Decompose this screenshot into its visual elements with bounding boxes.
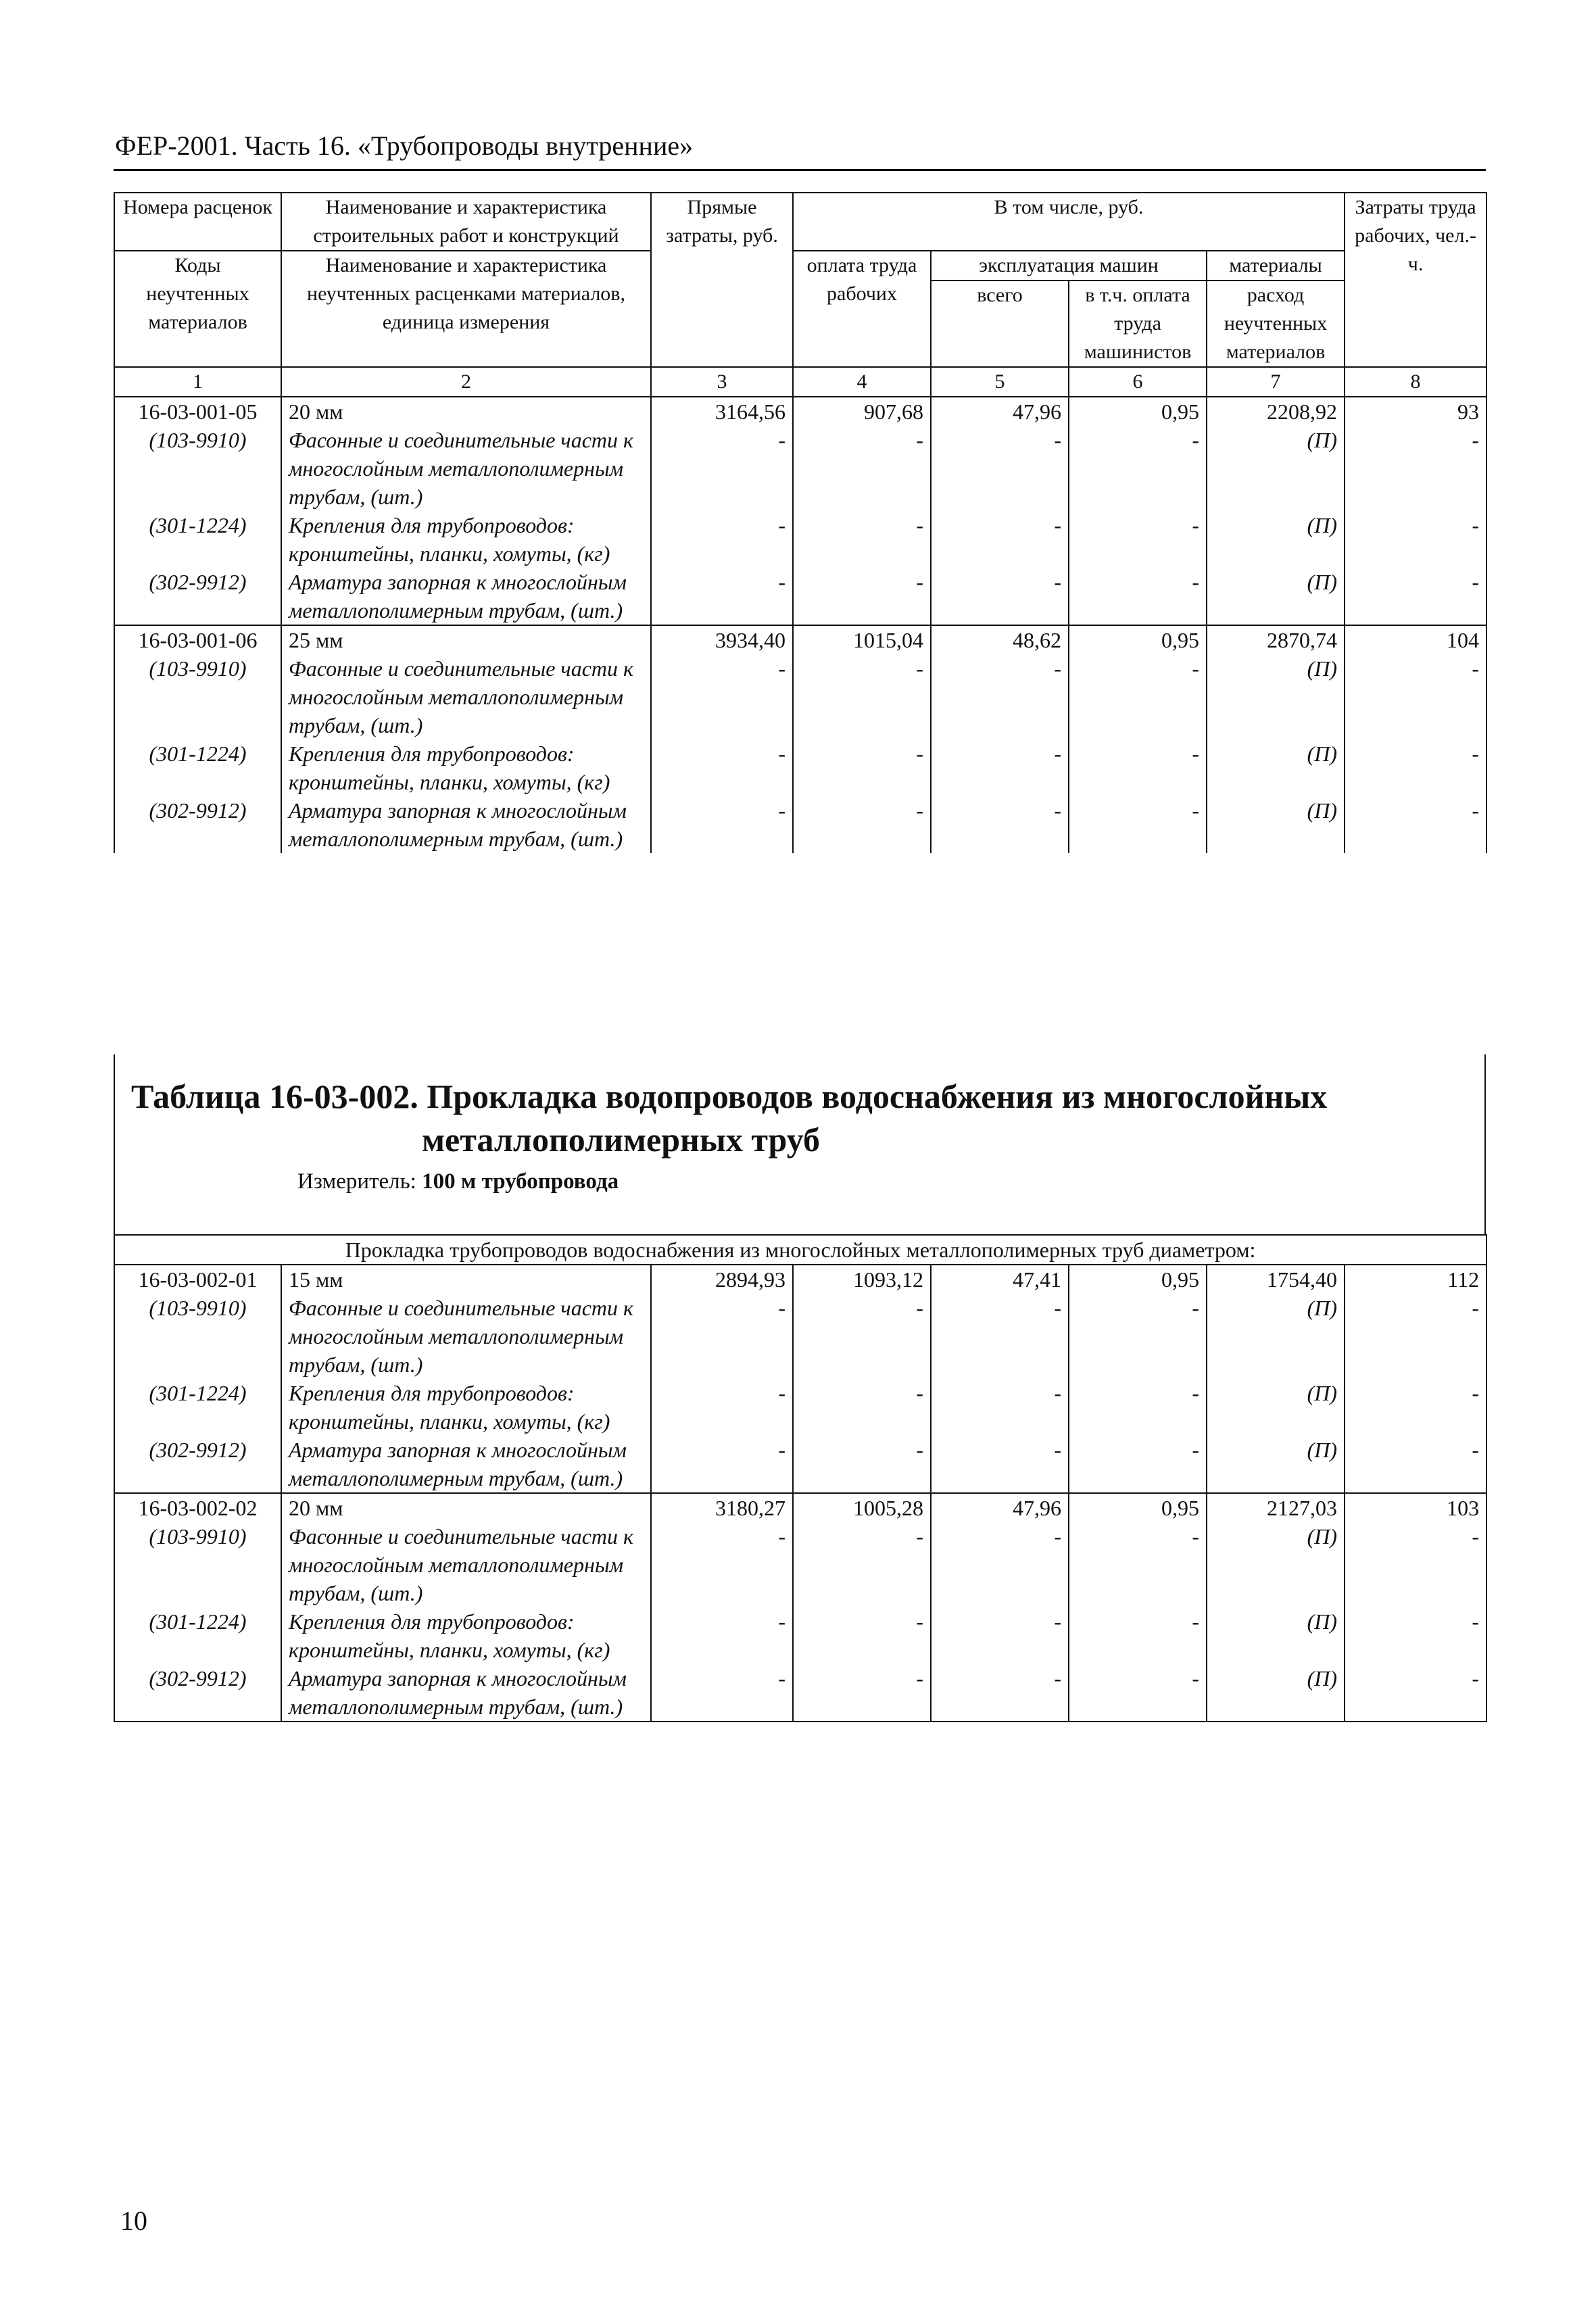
header-rule: [114, 169, 1486, 171]
material-name: Арматура запорная к многослойным металлополимерным трубам, (шт.): [281, 1664, 651, 1722]
material-value: -: [931, 568, 1069, 625]
material-value: -: [931, 654, 1069, 739]
machines-total: 47,96: [931, 397, 1069, 426]
labor-hours: 112: [1345, 1265, 1486, 1294]
material-value: -: [1345, 1607, 1486, 1664]
material-usage-mark: (П): [1207, 426, 1345, 511]
material-row: [114, 568, 1486, 625]
material-value: -: [1069, 1664, 1207, 1722]
column-numbers-row: [114, 367, 1486, 397]
col-header-direct-costs: Прямые затраты, руб.: [651, 193, 793, 367]
materials-cost: 1754,40: [1207, 1265, 1345, 1294]
col-header-rate-numbers: Номера расценок: [114, 193, 281, 251]
machines-total: 47,41: [931, 1265, 1069, 1294]
material-value: -: [931, 1379, 1069, 1436]
material-usage-mark: (П): [1207, 796, 1345, 853]
material-usage-mark: (П): [1207, 739, 1345, 796]
column-number: 4: [793, 367, 931, 397]
material-value: -: [793, 739, 931, 796]
material-value: -: [1069, 654, 1207, 739]
material-row: [114, 1664, 1486, 1722]
material-name: Фасонные и соединительные части к многослойным металлополимерным трубам, (шт.): [281, 1294, 651, 1379]
material-value: -: [1345, 654, 1486, 739]
rate-row: [114, 1265, 1486, 1294]
material-value: -: [651, 1294, 793, 1379]
material-value: -: [1069, 796, 1207, 853]
material-name: Арматура запорная к многослойным металлополимерным трубам, (шт.): [281, 796, 651, 853]
material-value: -: [1069, 511, 1207, 568]
pipe-size: 15 мм: [281, 1265, 651, 1294]
col-header-operator-pay: в т.ч. оплата труда машинистов: [1069, 281, 1207, 367]
material-value: -: [651, 796, 793, 853]
table-subheading-row: [114, 1235, 1486, 1265]
material-usage-mark: (П): [1207, 1436, 1345, 1493]
material-value: -: [793, 426, 931, 511]
page-number: 10: [120, 2206, 147, 2236]
material-value: -: [1345, 426, 1486, 511]
material-value: -: [931, 1436, 1069, 1493]
material-value: -: [793, 796, 931, 853]
col-header-machines: эксплуатация машин: [931, 251, 1207, 281]
materials-cost: 2208,92: [1207, 397, 1345, 426]
worker-pay: 1015,04: [793, 625, 931, 654]
material-value: -: [651, 739, 793, 796]
material-code: (103-9910): [114, 1522, 281, 1607]
material-value: -: [931, 426, 1069, 511]
material-value: -: [1069, 1379, 1207, 1436]
col-header-materials: материалы: [1207, 251, 1345, 281]
material-value: -: [793, 1436, 931, 1493]
worker-pay: 1005,28: [793, 1493, 931, 1522]
material-row: [114, 511, 1486, 568]
direct-costs: 3180,27: [651, 1493, 793, 1522]
material-usage-mark: (П): [1207, 1294, 1345, 1379]
page-header: ФЕР-2001. Часть 16. «Трубопроводы внутренние»: [115, 130, 694, 161]
rate-code: 16-03-002-02: [114, 1493, 281, 1522]
pipe-size: 20 мм: [281, 1493, 651, 1522]
machines-total: 48,62: [931, 625, 1069, 654]
material-code: (302-9912): [114, 796, 281, 853]
material-value: -: [931, 1607, 1069, 1664]
operator-pay: 0,95: [1069, 1265, 1207, 1294]
direct-costs: 3164,56: [651, 397, 793, 426]
rate-row: [114, 625, 1486, 654]
material-value: -: [793, 1294, 931, 1379]
material-code: (301-1224): [114, 511, 281, 568]
rate-code: 16-03-002-01: [114, 1265, 281, 1294]
material-value: -: [1069, 1294, 1207, 1379]
table-title-line-2: металлополимерных труб: [422, 1121, 821, 1159]
material-code: (103-9910): [114, 654, 281, 739]
col-header-work-name: Наименование и характеристика строительных работ и конструкций: [281, 193, 651, 251]
material-name: Крепления для трубопроводов: кронштейны, планки, хомуты, (кг): [281, 739, 651, 796]
material-value: -: [651, 1379, 793, 1436]
material-value: -: [793, 568, 931, 625]
operator-pay: 0,95: [1069, 1493, 1207, 1522]
col-header-material-codes: Коды неучтенных материалов: [114, 251, 281, 367]
material-value: -: [1345, 1294, 1486, 1379]
operator-pay: 0,95: [1069, 625, 1207, 654]
rates-table-1: [114, 192, 1487, 853]
material-value: -: [931, 1294, 1069, 1379]
material-code: (103-9910): [114, 426, 281, 511]
material-value: -: [651, 1522, 793, 1607]
material-value: -: [1345, 1664, 1486, 1722]
direct-costs: 3934,40: [651, 625, 793, 654]
pipe-size: 25 мм: [281, 625, 651, 654]
material-value: -: [793, 1664, 931, 1722]
material-value: -: [793, 1522, 931, 1607]
material-value: -: [1345, 1522, 1486, 1607]
material-row: [114, 654, 1486, 739]
material-value: -: [1069, 426, 1207, 511]
material-row: [114, 739, 1486, 796]
material-code: (103-9910): [114, 1294, 281, 1379]
material-value: -: [793, 511, 931, 568]
column-number: 7: [1207, 367, 1345, 397]
pipe-size: 20 мм: [281, 397, 651, 426]
rate-row: [114, 1493, 1486, 1522]
column-number: 5: [931, 367, 1069, 397]
worker-pay: 907,68: [793, 397, 931, 426]
material-usage-mark: (П): [1207, 511, 1345, 568]
material-code: (302-9912): [114, 568, 281, 625]
rate-code: 16-03-001-05: [114, 397, 281, 426]
rate-row: [114, 397, 1486, 426]
material-code: (301-1224): [114, 1607, 281, 1664]
material-value: -: [931, 1522, 1069, 1607]
material-value: -: [793, 1379, 931, 1436]
material-value: -: [793, 654, 931, 739]
material-row: [114, 1436, 1486, 1493]
measure-value: 100 м трубопровода: [422, 1169, 619, 1194]
material-value: -: [651, 1607, 793, 1664]
table-2-title-block: [114, 1054, 1486, 1234]
measure-unit: [297, 1169, 619, 1194]
material-name: Фасонные и соединительные части к многослойным металлополимерным трубам, (шт.): [281, 654, 651, 739]
material-name: Арматура запорная к многослойным металлополимерным трубам, (шт.): [281, 568, 651, 625]
material-value: -: [793, 1607, 931, 1664]
material-value: -: [1069, 1436, 1207, 1493]
material-row: [114, 1379, 1486, 1436]
operator-pay: 0,95: [1069, 397, 1207, 426]
column-number: 1: [114, 367, 281, 397]
rate-code: 16-03-001-06: [114, 625, 281, 654]
material-value: -: [651, 654, 793, 739]
measure-label: Измеритель:: [297, 1169, 416, 1194]
col-header-in-total: В том числе, руб.: [793, 193, 1345, 251]
material-row: [114, 796, 1486, 853]
material-value: -: [1069, 1607, 1207, 1664]
col-header-worker-pay: оплата труда рабочих: [793, 251, 931, 367]
material-code: (301-1224): [114, 1379, 281, 1436]
column-number: 2: [281, 367, 651, 397]
table-subheading: Прокладка трубопроводов водоснабжения из многослойных металлополимерных труб диаметром:: [114, 1235, 1486, 1265]
col-header-material-name: Наименование и характеристика неучтенных расценками материалов, единица измерения: [281, 251, 651, 367]
material-usage-mark: (П): [1207, 1607, 1345, 1664]
material-name: Фасонные и соединительные части к многослойным металлополимерным трубам, (шт.): [281, 426, 651, 511]
col-header-labor-costs: Затраты труда рабочих, чел.-ч.: [1345, 193, 1486, 367]
column-number: 6: [1069, 367, 1207, 397]
material-usage-mark: (П): [1207, 1664, 1345, 1722]
material-value: -: [931, 739, 1069, 796]
table-title-line-1: Таблица 16-03-002. Прокладка водопроводов водоснабжения из многослойных: [131, 1077, 1328, 1115]
material-name: Крепления для трубопроводов: кронштейны, планки, хомуты, (кг): [281, 1379, 651, 1436]
direct-costs: 2894,93: [651, 1265, 793, 1294]
material-usage-mark: (П): [1207, 568, 1345, 625]
material-value: -: [931, 1664, 1069, 1722]
material-value: -: [1345, 1436, 1486, 1493]
column-number: 3: [651, 367, 793, 397]
labor-hours: 93: [1345, 397, 1486, 426]
material-usage-mark: (П): [1207, 654, 1345, 739]
material-usage-mark: (П): [1207, 1379, 1345, 1436]
material-value: -: [1069, 568, 1207, 625]
material-row: [114, 1522, 1486, 1607]
material-value: -: [931, 796, 1069, 853]
col-header-material-usage: расход неучтенных материалов: [1207, 281, 1345, 367]
materials-cost: 2127,03: [1207, 1493, 1345, 1522]
worker-pay: 1093,12: [793, 1265, 931, 1294]
material-name: Фасонные и соединительные части к многослойным металлополимерным трубам, (шт.): [281, 1522, 651, 1607]
material-value: -: [651, 1436, 793, 1493]
labor-hours: 103: [1345, 1493, 1486, 1522]
material-value: -: [931, 511, 1069, 568]
material-value: -: [1345, 568, 1486, 625]
material-row: [114, 426, 1486, 511]
material-value: -: [1345, 796, 1486, 853]
material-row: [114, 1607, 1486, 1664]
material-name: Крепления для трубопроводов: кронштейны, планки, хомуты, (кг): [281, 511, 651, 568]
rates-table-2: [114, 1234, 1487, 1722]
column-number: 8: [1345, 367, 1486, 397]
material-name: Арматура запорная к многослойным металлополимерным трубам, (шт.): [281, 1436, 651, 1493]
material-value: -: [651, 1664, 793, 1722]
table-title: [131, 1075, 1416, 1161]
materials-cost: 2870,74: [1207, 625, 1345, 654]
material-value: -: [1345, 739, 1486, 796]
material-value: -: [1345, 1379, 1486, 1436]
material-value: -: [1069, 1522, 1207, 1607]
material-value: -: [651, 511, 793, 568]
material-row: [114, 1294, 1486, 1379]
col-header-machines-total: всего: [931, 281, 1069, 367]
material-value: -: [1069, 739, 1207, 796]
material-value: -: [1345, 511, 1486, 568]
material-code: (302-9912): [114, 1436, 281, 1493]
labor-hours: 104: [1345, 625, 1486, 654]
machines-total: 47,96: [931, 1493, 1069, 1522]
material-name: Крепления для трубопроводов: кронштейны, планки, хомуты, (кг): [281, 1607, 651, 1664]
material-code: (302-9912): [114, 1664, 281, 1722]
material-value: -: [651, 568, 793, 625]
material-value: -: [651, 426, 793, 511]
material-usage-mark: (П): [1207, 1522, 1345, 1607]
material-code: (301-1224): [114, 739, 281, 796]
